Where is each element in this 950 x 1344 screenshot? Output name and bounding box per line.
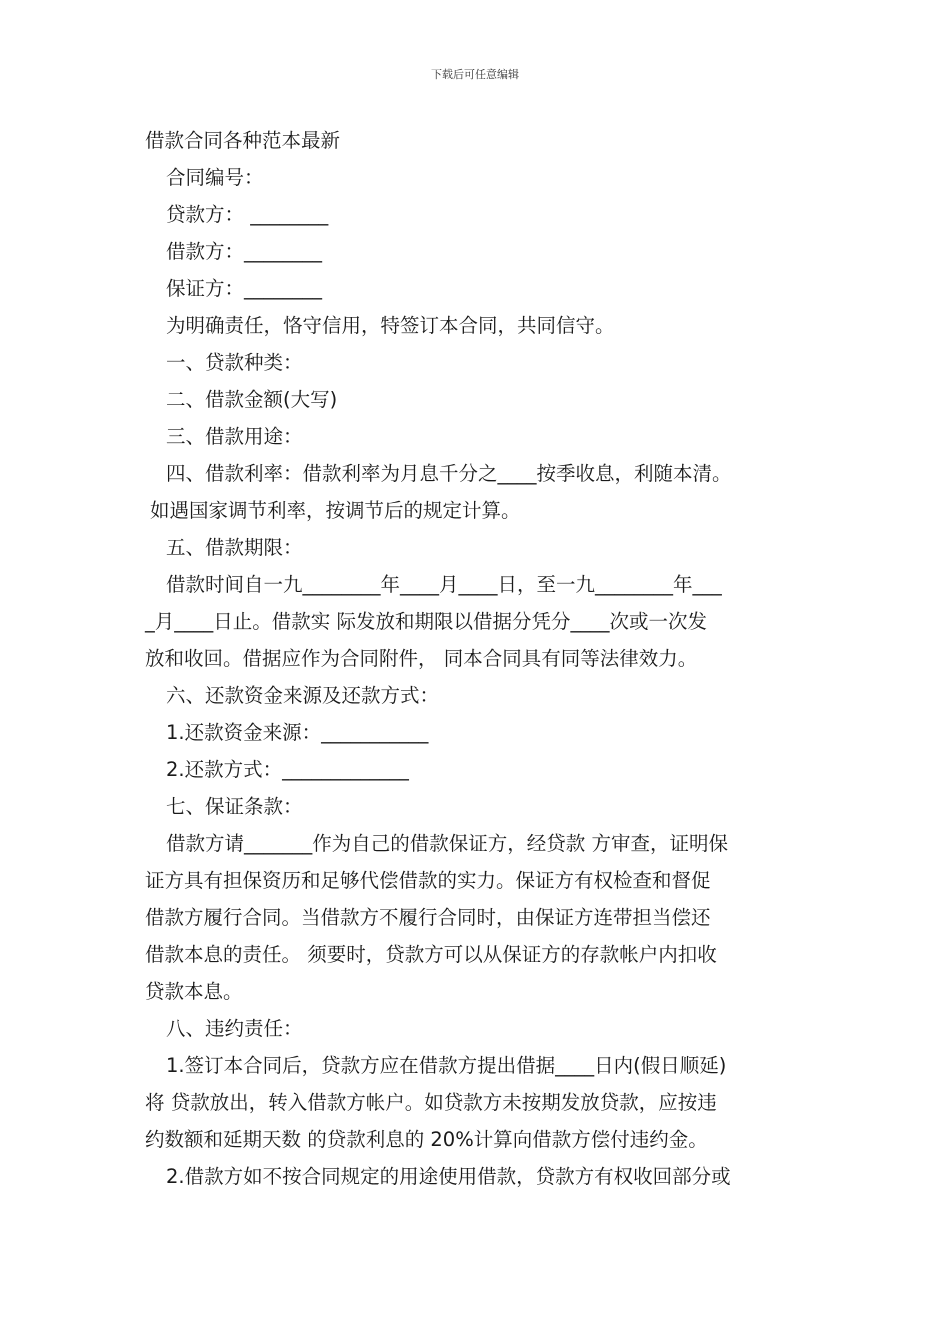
- clause-4-line-2: 如遇国家调节利率，按调节后的规定计算。: [150, 499, 521, 522]
- contract-body: [145, 122, 817, 1195]
- contract-number-label: 合同编号：: [166, 166, 264, 189]
- clause-5-line-1: 借款时间自一九________年____月____日，至一九________年___: [166, 573, 722, 596]
- clause-7-title: 七、保证条款：: [166, 795, 303, 818]
- clause-2-title: 二、借款金额(大写): [166, 388, 338, 411]
- clause-5-title: 五、借款期限：: [166, 536, 303, 559]
- borrower-field: 借款方：________: [166, 240, 323, 263]
- clause-6-item-2: 2.还款方式：_____________: [166, 758, 409, 781]
- clause-8-line-4: 2.借款方如不按合同规定的用途使用借款，贷款方有权收回部分或: [166, 1165, 731, 1188]
- document-title: 借款合同各种范本最新: [145, 129, 341, 152]
- clause-7-line-3: 借款方履行合同。当借款方不履行合同时，由保证方连带担当偿还: [145, 906, 711, 929]
- clause-5-line-2: _月____日止。借款实 际发放和期限以借据分凭分____次或一次发: [145, 610, 707, 633]
- clause-7-line-2: 证方具有担保资历和足够代偿借款的实力。保证方有权检查和督促: [145, 869, 711, 892]
- clause-7-line-4: 借款本息的责任。 须要时，贷款方可以从保证方的存款帐户内扣收: [145, 943, 717, 966]
- clause-6-item-1: 1.还款资金来源：___________: [166, 721, 429, 744]
- clause-8-line-3: 约数额和延期天数 的贷款利息的 20%计算向借款方偿付违约金。: [145, 1128, 708, 1151]
- clause-8-title: 八、违约责任：: [166, 1017, 303, 1040]
- clause-5-line-3: 放和收回。借据应作为合同附件， 同本合同具有同等法律效力。: [145, 647, 698, 670]
- clause-8-line-2: 将 贷款放出，转入借款方帐户。如贷款方未按期发放贷款，应按违: [145, 1091, 717, 1114]
- clause-6-title: 六、还款资金来源及还款方式：: [166, 684, 440, 707]
- clause-7-line-5: 贷款本息。: [145, 980, 243, 1003]
- clause-4-line-1: 四、借款利率：借款利率为月息千分之____按季收息，利随本清。: [166, 462, 732, 485]
- clause-7-line-1: 借款方请_______作为自己的借款保证方，经贷款 方审查，证明保: [166, 832, 728, 855]
- guarantor-field: 保证方：________: [166, 277, 323, 300]
- lender-field: 贷款方： ________: [166, 203, 329, 226]
- page-header: 下载后可任意编辑: [431, 68, 519, 81]
- clause-8-line-1: 1.签订本合同后，贷款方应在借款方提出借据____日内(假日顺延): [166, 1054, 727, 1077]
- clause-3-title: 三、借款用途：: [166, 425, 303, 448]
- preamble: 为明确责任，恪守信用，特签订本合同，共同信守。: [166, 314, 615, 337]
- clause-1-title: 一、贷款种类：: [166, 351, 303, 374]
